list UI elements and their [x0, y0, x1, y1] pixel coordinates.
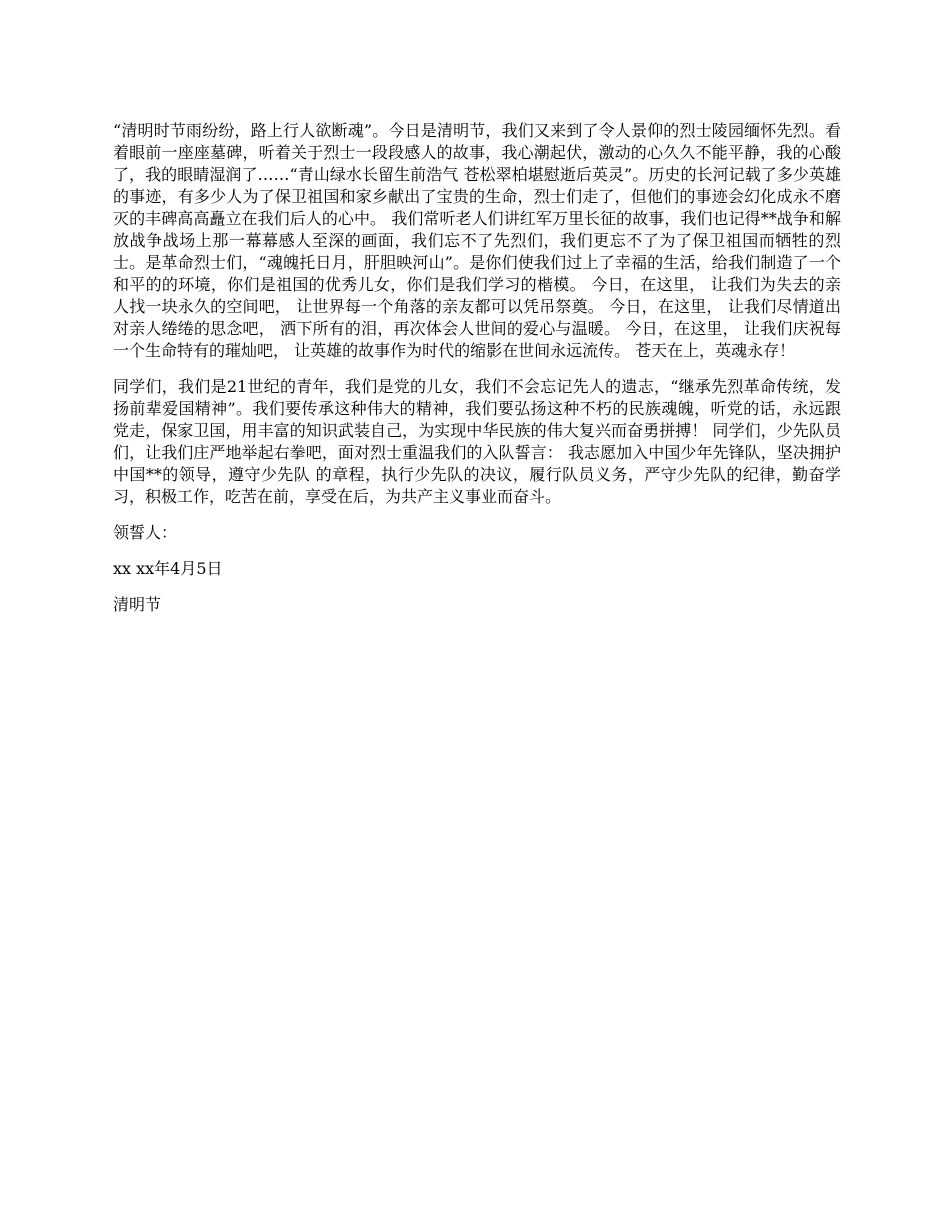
date-line: xx xx年4月5日: [113, 559, 223, 578]
paragraph-oath: 同学们，我们是21世纪的青年，我们是党的儿女，我们不会忘记先人的遗志，“继承先烈革命传统，发扬前辈爱国精神”。我们要传承这种伟大的精神，我们要弘扬这种不朽的民族魂魄，听党的话，永远跟党走，保家卫国，用丰富的知识武装自己，为实现中华民族的伟大复兴而奋勇拼搏！ 同学们，少先队员们，让我们庄严地举起右拳吧，面对烈士重温我们的入队誓言： 我志愿加入中国少年先锋队，坚决拥护中国**的领导，遵守少先队 的章程，执行少先队的决议，履行队员义务，严守少先队的纪律，勤奋学习，积极工作，吃苦在前，享受在后，为共产主义事业而奋斗。: [113, 377, 841, 506]
signature-line: 清明节: [113, 595, 162, 614]
paragraph-memorial: “清明时节雨纷纷，路上行人欲断魂”。今日是清明节，我们又来到了令人景仰的烈士陵园缅怀先烈。看着眼前一座座墓碑，听着关于烈士一段段感人的故事，我心潮起伏，激动的心久久不能平静，我的心酸了，我的眼睛湿润了……“青山绿水长留生前浩气 苍松翠柏堪慰逝后英灵”。历史的长河记载了多少英雄的事迹，有多少人为了保卫祖国和家乡献出了宝贵的生命，烈士们走了，但他们的事迹会幻化成永不磨灭的丰碑高高矗立在我们后人的心中。 我们常听老人们讲红军万里长征的故事，我们也记得**战争和解放战争战场上那一幕幕感人至深的画面，我们忘不了先烈们，我们更忘不了为了保卫祖国而牺牲的烈士。是革命烈士们，“魂魄托日月，肝胆映河山”。是你们使我们过上了幸福的生活，给我们制造了一个和平的的环境，你们是祖国的优秀儿女，你们是我们学习的楷模。 今日，在这里， 让我们为失去的亲人找一块永久的空间吧， 让世界每一个角落的亲友都可以凭吊祭奠。 今日，在这里， 让我们尽情道出对亲人绻绻的思念吧， 洒下所有的泪，再次体会人世间的爱心与温暖。 今日，在这里， 让我们庆祝每一个生命特有的璀灿吧， 让英雄的故事作为时代的缩影在世间永远流传。 苍天在上，英魂永存！: [113, 121, 841, 360]
oath-leader-label: 领誓人：: [113, 523, 178, 542]
document-page: [113, 120, 841, 630]
